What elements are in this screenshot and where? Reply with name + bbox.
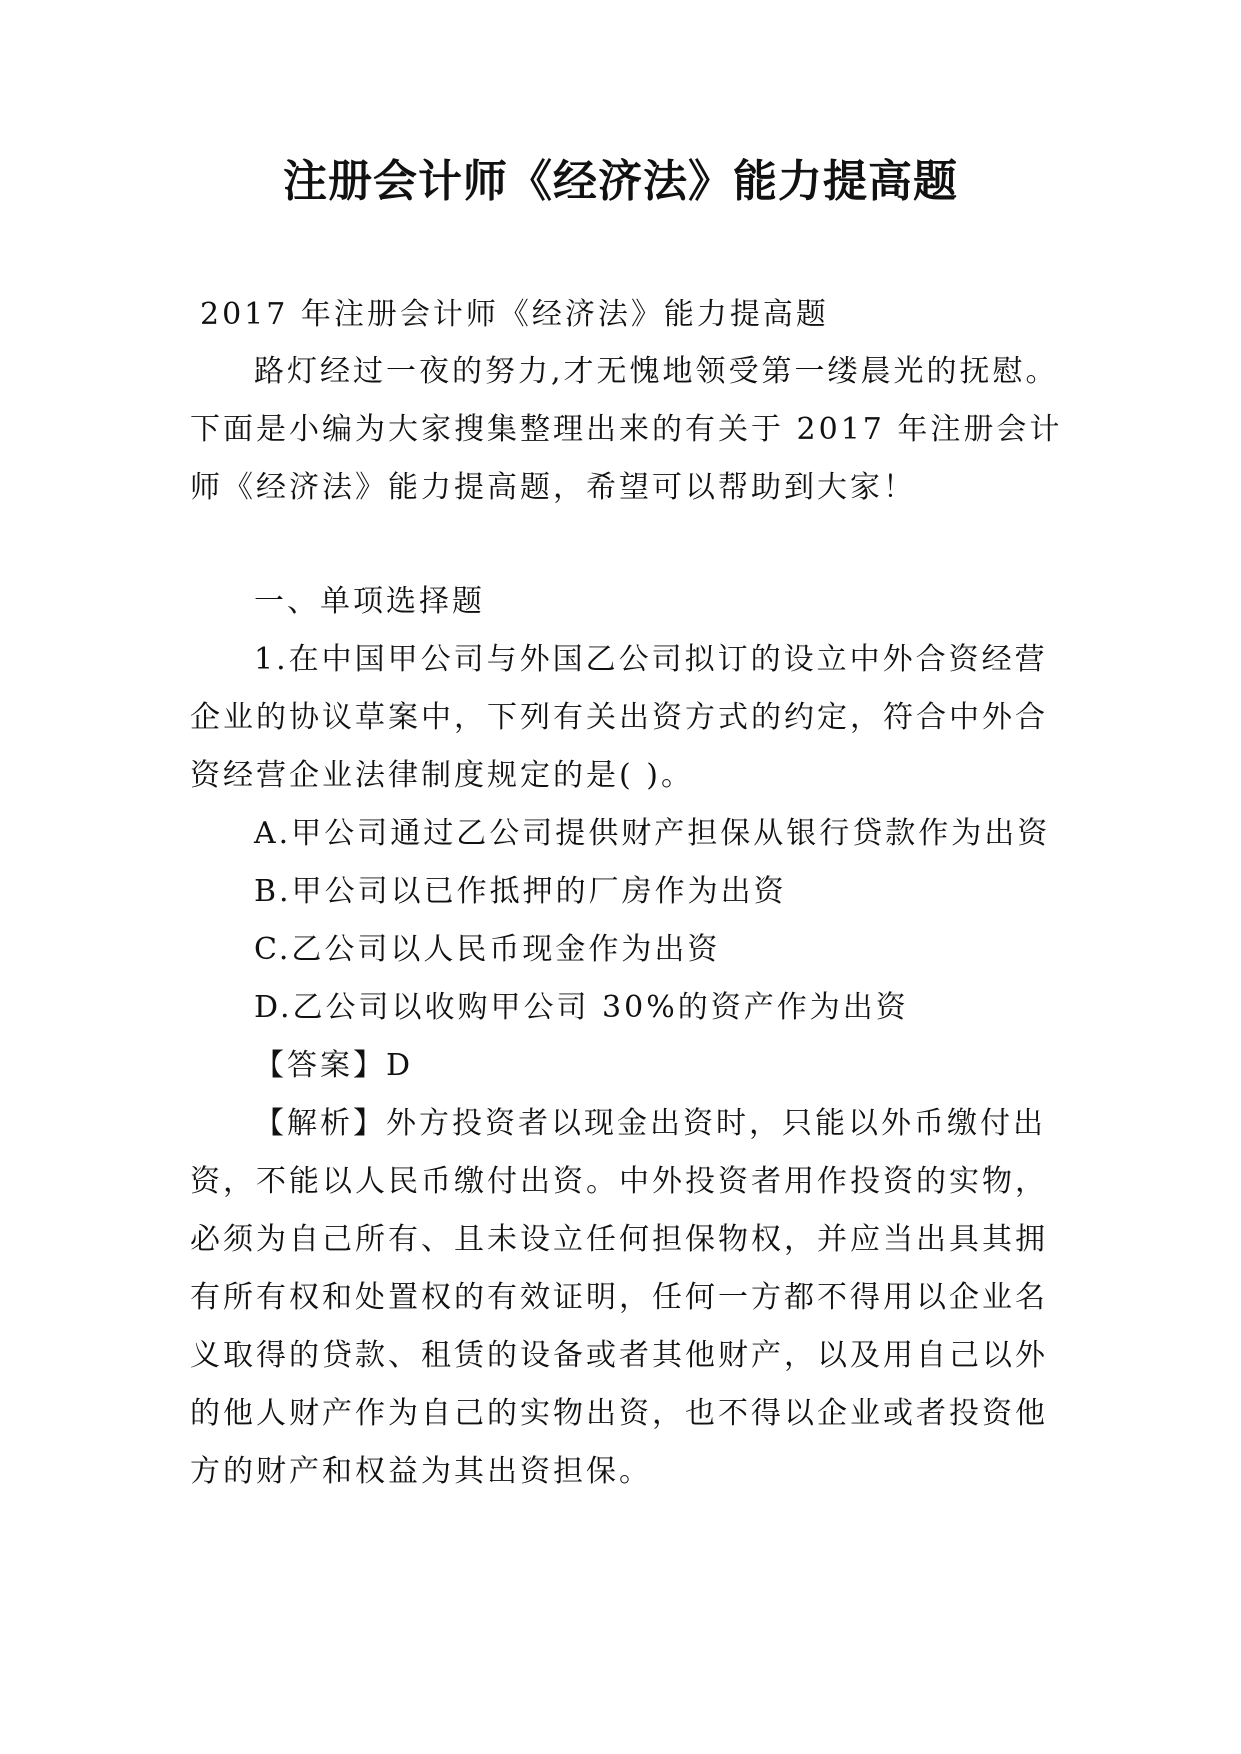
intro-paragraph: 路灯经过一夜的努力,才无愧地领受第一缕晨光的抚慰。下面是小编为大家搜集整理出来的有关于 2017 年注册会计师《经济法》能力提高题，希望可以帮助到大家！ <box>190 354 1063 505</box>
option-d: D.乙公司以收购甲公司 30%的资产作为出资 <box>254 990 909 1025</box>
document-subtitle: 2017 年注册会计师《经济法》能力提高题 <box>200 297 829 332</box>
option-c: C.乙公司以人民币现金作为出资 <box>254 932 721 967</box>
option-b: B.甲公司以已作抵押的厂房作为出资 <box>254 874 787 909</box>
option-a: A.甲公司通过乙公司提供财产担保从银行贷款作为出资 <box>254 816 1051 851</box>
intro-block <box>190 343 1070 517</box>
section-heading: 一、单项选择题 <box>254 584 485 619</box>
analysis-paragraph: 【解析】外方投资者以现金出资时，只能以外币缴付出资，不能以人民币缴付出资。中外投资者用作投资的实物，必须为自己所有、且未设立任何担保物权，并应当出具其拥有所有权和处置权的有效证明，任何一方都不得用以企业名义取得的贷款、租赁的设备或者其他财产，以及用自己以外的他人财产作为自己的实物出资，也不得以企业或者投资他方的财产和权益为其出资担保。 <box>190 1106 1048 1489</box>
document-title: 注册会计师《经济法》能力提高题 <box>283 156 958 207</box>
answer-line: 【答案】D <box>254 1048 414 1083</box>
question-text: 1.在中国甲公司与外国乙公司拟订的设立中外合资经营企业的协议草案中，下列有关出资方式的约定，符合中外合资经营企业法律制度规定的是( )。 <box>190 642 1048 793</box>
question-block <box>190 573 1070 1501</box>
